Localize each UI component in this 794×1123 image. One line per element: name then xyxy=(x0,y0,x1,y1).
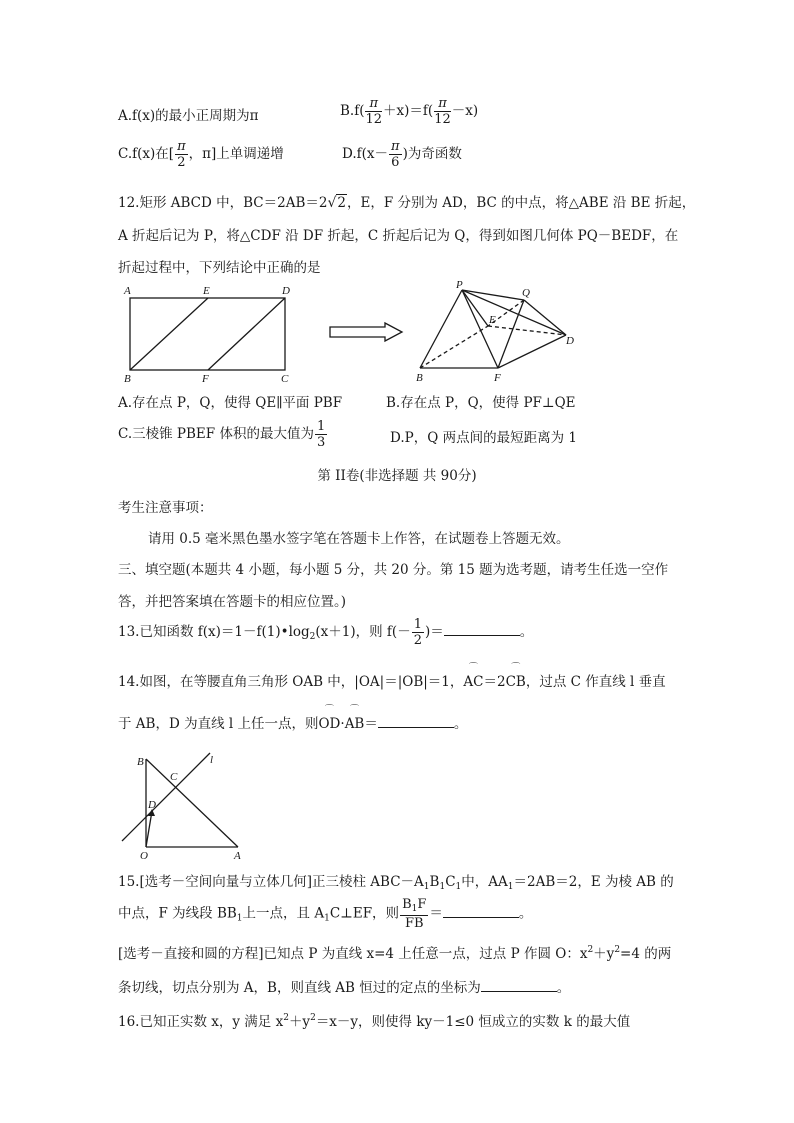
q15-text: 15.[选考－空间向量与立体几何]正三棱柱 ABC－A xyxy=(118,874,424,890)
q14-answer-blank[interactable] xyxy=(378,714,454,728)
q12-option-c-fraction xyxy=(315,420,327,449)
frac-denominator: 3 xyxy=(316,435,326,450)
segment-be xyxy=(130,298,208,370)
q15-line-2 xyxy=(118,898,532,930)
q12-option-a: A.存在点 P，Q，使得 QE∥平面 PBF xyxy=(118,395,343,411)
label-b: B xyxy=(137,756,144,768)
superscript: 2 xyxy=(587,945,594,955)
frac-numerator: 1 xyxy=(413,617,422,632)
q12-option-c-text: C.三棱锥 PBEF 体积的最大值为 xyxy=(118,426,314,442)
q16-question xyxy=(118,1014,630,1030)
q13-text: )＝ xyxy=(424,624,444,640)
section-title: 第 II卷(非选择题 共 90分) xyxy=(317,468,477,484)
q11-option-d-text: )为奇函数 xyxy=(402,146,462,162)
label-p: P xyxy=(456,280,463,291)
q16-text: 16.已知正实数 x，y 满足 x xyxy=(118,1014,284,1030)
label-a: A xyxy=(234,850,241,862)
rectangle-abcd xyxy=(130,298,285,370)
subscript: 1 xyxy=(411,904,418,914)
q14-text: 14.如图，在等腰直角三角形 OAB 中，|OA|＝|OB|＝1， xyxy=(118,674,464,690)
vector-cb: ⌒ CB xyxy=(506,676,526,690)
label-d: D xyxy=(282,285,290,297)
label-o: O xyxy=(140,850,148,862)
frac-numerator xyxy=(400,898,428,916)
subscript: 1 xyxy=(455,882,462,892)
frac-denominator: FB xyxy=(404,916,424,931)
label-e-solid: E xyxy=(489,314,496,326)
q11-option-d-fraction xyxy=(389,140,402,169)
q11-option-a: A.f(x)的最小正周期为π xyxy=(118,108,259,124)
q15-alt-text: 条切线，切点分别为 A，B，则直线 AB 恒过的定点的坐标为 xyxy=(118,980,481,996)
q15-fraction xyxy=(400,898,428,930)
q12-stem-text: 12.矩形 ABCD 中，BC＝2AB＝2 xyxy=(118,195,328,211)
vector-ab: ⌒ AB xyxy=(345,718,365,732)
label-b: B xyxy=(124,373,131,385)
q15-alt-text: 。 xyxy=(556,980,571,996)
q12-figure xyxy=(110,280,600,390)
frac-denominator: 6 xyxy=(391,155,400,170)
frac-numerator-text: B xyxy=(402,897,412,912)
q13-answer-blank[interactable] xyxy=(444,622,520,636)
q12-stem-text: ，E，F 分别为 AD，BC 的中点，将△ABE 沿 BE 折起， xyxy=(347,195,696,211)
superscript: 2 xyxy=(614,945,621,955)
subscript: 1 xyxy=(507,882,514,892)
q14-line-2 xyxy=(118,714,467,732)
frac-numerator: π xyxy=(365,97,382,112)
q12-stem-line-1 xyxy=(118,196,695,211)
log-base: 2 xyxy=(309,632,316,642)
label-a: A xyxy=(124,285,131,297)
q15-text: C⊥EF，则 xyxy=(329,905,400,922)
q11-option-c xyxy=(118,140,284,169)
label-f: F xyxy=(202,373,209,385)
q15-line-1 xyxy=(118,876,674,892)
q14-line-1 xyxy=(118,676,666,690)
label-f-solid: F xyxy=(494,372,501,384)
q11-option-b-fraction-1 xyxy=(365,97,382,126)
q13-question xyxy=(118,618,533,647)
edge-pf xyxy=(462,290,498,368)
subscript: 1 xyxy=(324,913,330,924)
q15-answer-blank[interactable] xyxy=(443,904,519,918)
q15-alt-text: ＋y xyxy=(593,946,615,962)
q15-alt-text: =4 的两 xyxy=(620,946,672,962)
label-d: D xyxy=(148,799,156,811)
q11-option-c-text: C.f(x)在[ xyxy=(118,146,175,162)
q15-text: 中，AA xyxy=(461,874,508,890)
edge-qd xyxy=(524,300,566,335)
q13-text: (x＋1)，则 f(－ xyxy=(315,624,411,640)
arrow-icon xyxy=(330,323,402,341)
notice-heading: 考生注意事项： xyxy=(118,500,213,516)
q12-option-c xyxy=(118,420,328,449)
q15-text: C xyxy=(445,874,456,890)
q15-text: B xyxy=(429,874,440,890)
label-c: C xyxy=(281,373,289,385)
edge-pq xyxy=(462,290,524,300)
q11-option-d-text: D.f(x－ xyxy=(342,146,389,162)
q16-text: ＋y xyxy=(288,1014,311,1030)
q11-option-c-text: ，π]上单调递增 xyxy=(188,146,284,162)
sqrt-radicand: 2 xyxy=(337,195,346,211)
frac-denominator: 12 xyxy=(365,112,383,127)
label-c: C xyxy=(170,771,178,783)
q11-option-b-text: －x) xyxy=(451,103,479,119)
q12-stem-line-2: A 折起后记为 P，将△CDF 沿 DF 折起，C 折起后记为 Q，得到如图几何体 PQ－BEDF，在 xyxy=(118,228,679,244)
sqrt-symbol: √ xyxy=(327,195,337,211)
q14-text: 于 AB，D 为直线 l 上任一点，则 xyxy=(118,716,319,732)
q15-alt-line-2 xyxy=(118,978,570,996)
vector-ac: ⌒ AC xyxy=(463,676,483,690)
notice-body: 请用 0.5 毫米黑色墨水签字笔在答题卡上作答，在试题卷上答题无效。 xyxy=(148,531,570,547)
part3-heading-line-1: 三、填空题(本题共 4 小题，每小题 5 分，共 20 分。第 15 题为选考题，请考生任选一空作 xyxy=(118,562,669,578)
q11-option-b-fraction-2 xyxy=(434,97,451,126)
frac-numerator: π xyxy=(434,97,451,112)
q15-alt-text: [选考－直接和圆的方程]已知点 P 为直线 x=4 上任意一点，过点 P 作圆 O：x xyxy=(118,946,588,962)
label-d-solid: D xyxy=(566,335,574,347)
q15-text: ＝ xyxy=(429,905,443,922)
q14-figure xyxy=(110,745,250,863)
part3-heading-line-2: 答，并把答案填在答题卡的相应位置。) xyxy=(118,594,347,610)
q14-text: ，过点 C 作直线 l 垂直 xyxy=(525,674,666,690)
q12-option-d: D.P，Q 两点间的最短距离为 1 xyxy=(390,430,577,446)
frac-numerator-text: F xyxy=(417,897,427,912)
vector-od: ⌒ OD xyxy=(318,718,340,732)
q13-text: 13.已知函数 f(x)＝1－f(1)•log xyxy=(118,624,310,640)
label-b-solid: B xyxy=(416,372,423,384)
subscript: 1 xyxy=(423,882,430,892)
superscript: 2 xyxy=(283,1013,289,1023)
q15-alt-answer-blank[interactable] xyxy=(481,978,557,992)
line-l xyxy=(122,753,210,841)
q15-text: 上一点，且 A xyxy=(242,905,325,922)
frac-numerator: 1 xyxy=(316,419,326,434)
segment-fd xyxy=(208,298,285,370)
subscript: 1 xyxy=(439,882,446,892)
q11-option-c-fraction xyxy=(175,140,188,169)
frac-numerator: π xyxy=(177,139,186,154)
q11-option-b-text: ＋x)＝f( xyxy=(383,103,434,119)
edge-be-hidden xyxy=(420,326,488,368)
edge-pb xyxy=(420,290,462,368)
q12-stem-line-3: 折起过程中，下列结论中正确的是 xyxy=(118,260,321,276)
q13-fraction xyxy=(412,618,424,647)
q15-alt-line-1 xyxy=(118,946,671,962)
q13-text: 。 xyxy=(519,624,534,640)
frac-denominator: 12 xyxy=(434,112,451,127)
q11-option-d xyxy=(342,140,462,169)
q12-option-b: B.存在点 P，Q，使得 PF⊥QE xyxy=(386,395,576,411)
q14-text: ＝ xyxy=(364,716,378,732)
q16-text: ＝x－y，则使得 ky－1≤0 恒成立的实数 k 的最大值 xyxy=(315,1014,631,1030)
q15-text: ＝2AB＝2，E 为棱 AB 的 xyxy=(513,874,674,890)
superscript: 2 xyxy=(310,1013,316,1023)
label-q: Q xyxy=(522,287,530,299)
q14-text: · xyxy=(340,716,345,732)
subscript: 1 xyxy=(236,913,243,924)
label-e: E xyxy=(203,285,210,297)
frac-numerator: π xyxy=(391,139,400,154)
q11-option-b xyxy=(340,97,478,126)
q11-option-b-text: B.f( xyxy=(340,103,365,119)
q15-text: 中点，F 为线段 BB xyxy=(118,905,237,922)
q14-text: 。 xyxy=(453,716,468,732)
label-l: l xyxy=(210,754,214,766)
frac-denominator: 2 xyxy=(177,155,186,170)
q14-text: ＝2 xyxy=(483,674,506,690)
frac-denominator: 2 xyxy=(413,633,422,648)
q15-text: 。 xyxy=(518,905,533,922)
